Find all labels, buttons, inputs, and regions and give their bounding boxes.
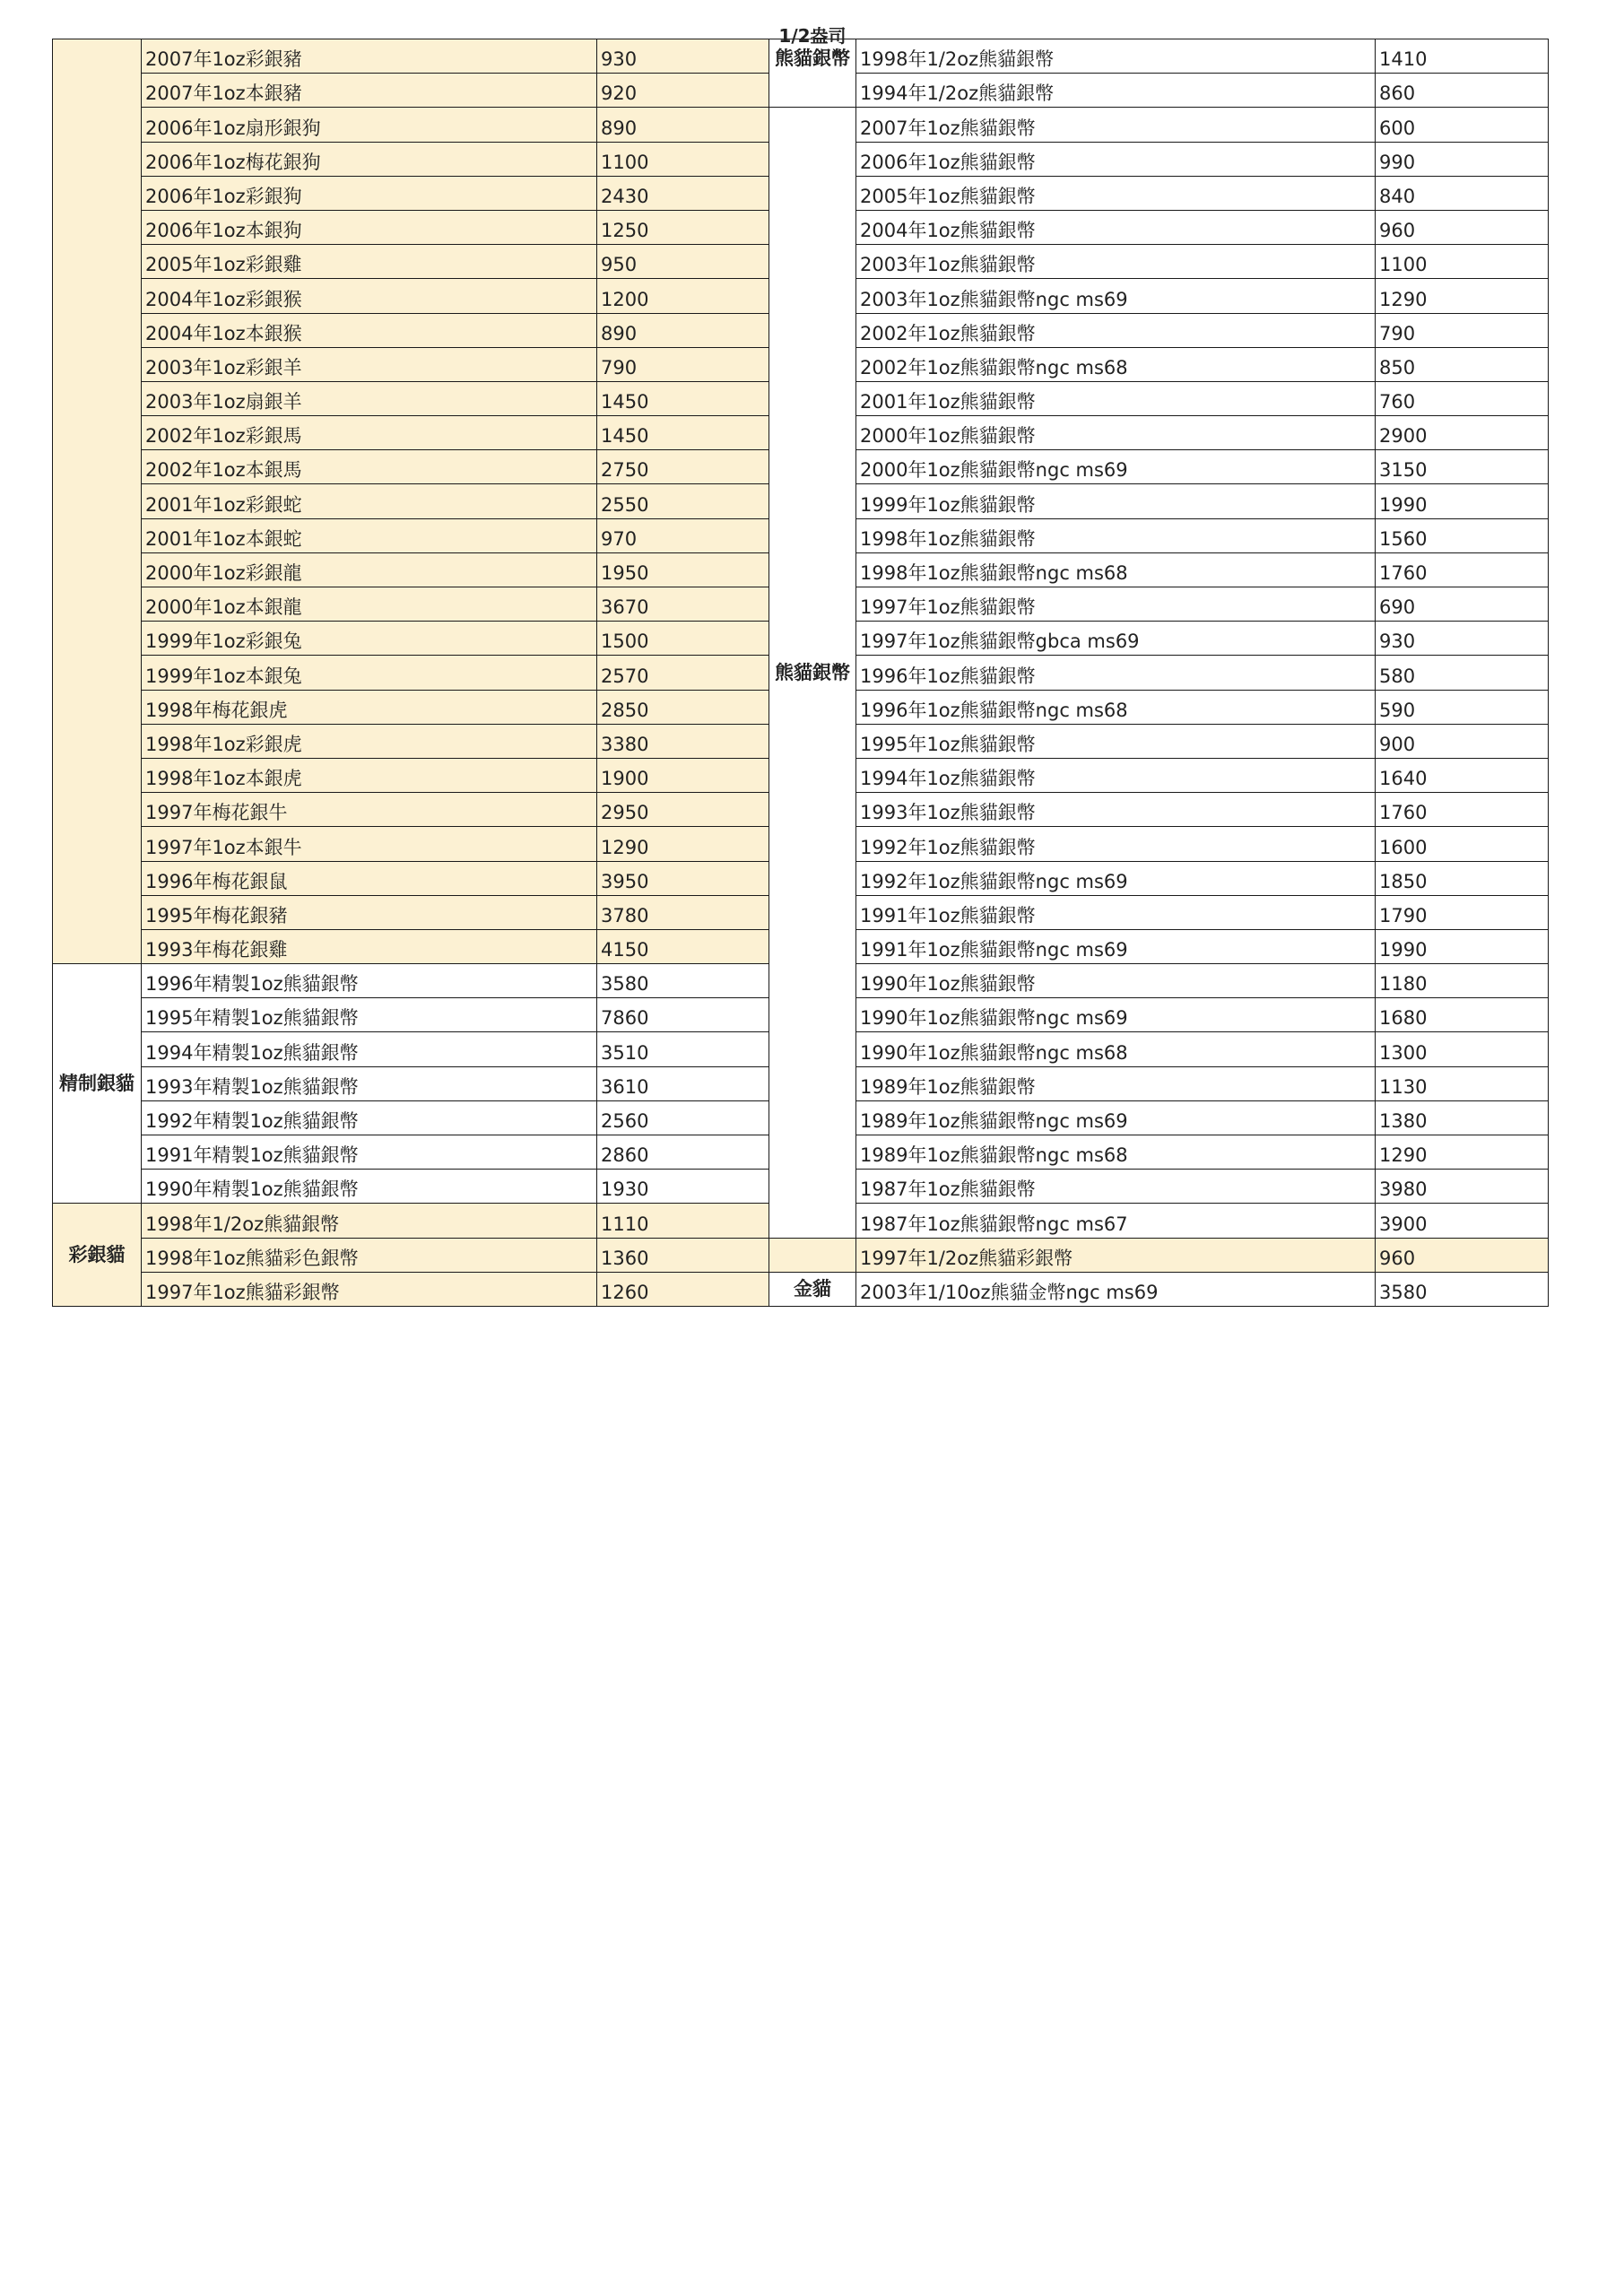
table-row: [769, 552, 1549, 587]
table-row: [769, 690, 1549, 724]
item-name-cell: 1997年1oz本銀牛: [142, 827, 597, 861]
table-row: [769, 1032, 1549, 1066]
item-name-cell: 2000年1oz熊貓銀幣ngc ms69: [856, 450, 1376, 484]
item-price-cell: 930: [597, 39, 769, 74]
table-row: [769, 1204, 1549, 1238]
item-name-cell: 2003年1oz熊貓銀幣ngc ms69: [856, 279, 1376, 313]
item-price-cell: 3780: [597, 895, 769, 929]
item-price-cell: 1410: [1376, 39, 1549, 74]
item-name-cell: 2004年1oz本銀猴: [142, 313, 597, 347]
item-price-cell: 1200: [597, 279, 769, 313]
category-cell: 熊貓銀幣: [769, 108, 856, 1238]
item-name-cell: 1998年梅花銀虎: [142, 690, 597, 724]
table-row: [769, 793, 1549, 827]
table-row: [769, 416, 1549, 450]
category-cell: [769, 25, 856, 108]
item-name-cell: 2000年1oz彩銀龍: [142, 552, 597, 587]
table-row: [53, 827, 769, 861]
item-price-cell: 1290: [597, 827, 769, 861]
item-price-cell: 1100: [1376, 245, 1549, 279]
item-name-cell: 1991年精製1oz熊貓銀幣: [142, 1135, 597, 1170]
item-price-cell: 1760: [1376, 552, 1549, 587]
item-name-cell: 2002年1oz熊貓銀幣ngc ms68: [856, 347, 1376, 381]
item-price-cell: 3580: [597, 964, 769, 998]
item-price-cell: 1100: [597, 142, 769, 176]
item-price-cell: 3900: [1376, 1204, 1549, 1238]
item-name-cell: 1998年1oz熊貓銀幣ngc ms68: [856, 552, 1376, 587]
table-row: [53, 793, 769, 827]
item-name-cell: 1997年梅花銀牛: [142, 793, 597, 827]
table-row: [53, 279, 769, 313]
item-name-cell: 2004年1oz彩銀猴: [142, 279, 597, 313]
table-row: [769, 1100, 1549, 1135]
table-row: [53, 656, 769, 690]
left-price-table: [52, 39, 769, 1307]
item-name-cell: 1998年1oz彩銀虎: [142, 724, 597, 758]
item-price-cell: 790: [597, 347, 769, 381]
table-row: [53, 416, 769, 450]
item-name-cell: 2003年1oz彩銀羊: [142, 347, 597, 381]
item-price-cell: 1950: [597, 552, 769, 587]
item-name-cell: 1998年1oz本銀虎: [142, 758, 597, 792]
item-price-cell: 1300: [1376, 1032, 1549, 1066]
item-name-cell: 2006年1oz梅花銀狗: [142, 142, 597, 176]
table-row: [769, 108, 1549, 142]
table-row: [769, 929, 1549, 963]
table-row: [769, 895, 1549, 929]
table-row: [769, 622, 1549, 656]
table-row: [53, 1135, 769, 1170]
table-row: [769, 245, 1549, 279]
item-price-cell: 890: [597, 108, 769, 142]
item-price-cell: 1990: [1376, 484, 1549, 518]
item-name-cell: 1992年1oz熊貓銀幣ngc ms69: [856, 861, 1376, 895]
item-price-cell: 1290: [1376, 279, 1549, 313]
item-name-cell: 2006年1oz本銀狗: [142, 210, 597, 244]
item-name-cell: 1997年1/2oz熊貓彩銀幣: [856, 1238, 1376, 1272]
item-name-cell: 1990年1oz熊貓銀幣: [856, 964, 1376, 998]
item-price-cell: 3150: [1376, 450, 1549, 484]
table-row: [53, 39, 769, 74]
item-name-cell: 1993年梅花銀雞: [142, 929, 597, 963]
item-price-cell: 930: [1376, 622, 1549, 656]
item-name-cell: 1996年1oz熊貓銀幣ngc ms68: [856, 690, 1376, 724]
item-name-cell: 1994年精製1oz熊貓銀幣: [142, 1032, 597, 1066]
item-name-cell: 1995年梅花銀豬: [142, 895, 597, 929]
table-row: [53, 1204, 769, 1238]
item-price-cell: 1900: [597, 758, 769, 792]
item-price-cell: 1290: [1376, 1135, 1549, 1170]
item-name-cell: 2002年1oz彩銀馬: [142, 416, 597, 450]
item-name-cell: 1991年1oz熊貓銀幣: [856, 895, 1376, 929]
item-price-cell: 1790: [1376, 895, 1549, 929]
table-row: [769, 381, 1549, 415]
item-price-cell: 790: [1376, 313, 1549, 347]
table-row: [769, 1170, 1549, 1204]
item-price-cell: 890: [597, 313, 769, 347]
table-row: [53, 758, 769, 792]
item-price-cell: 1850: [1376, 861, 1549, 895]
item-price-cell: 920: [597, 74, 769, 108]
item-name-cell: 2007年1oz本銀豬: [142, 74, 597, 108]
item-name-cell: 1999年1oz本銀兔: [142, 656, 597, 690]
item-price-cell: 3610: [597, 1066, 769, 1100]
item-name-cell: 1999年1oz熊貓銀幣: [856, 484, 1376, 518]
table-row: [53, 622, 769, 656]
category-cell: [769, 1238, 856, 1272]
item-name-cell: 1992年精製1oz熊貓銀幣: [142, 1100, 597, 1135]
item-price-cell: 1600: [1376, 827, 1549, 861]
table-row: [53, 690, 769, 724]
category-label-line1: 1/2盎司: [778, 25, 847, 47]
table-row: [769, 74, 1549, 108]
item-price-cell: 2950: [597, 793, 769, 827]
item-name-cell: 1989年1oz熊貓銀幣: [856, 1066, 1376, 1100]
item-name-cell: 1996年1oz熊貓銀幣: [856, 656, 1376, 690]
table-row: [769, 313, 1549, 347]
item-price-cell: 1500: [597, 622, 769, 656]
item-name-cell: 1991年1oz熊貓銀幣ngc ms69: [856, 929, 1376, 963]
item-name-cell: 1990年1oz熊貓銀幣ngc ms69: [856, 998, 1376, 1032]
table-row: [53, 724, 769, 758]
table-row: [769, 964, 1549, 998]
item-price-cell: 580: [1376, 656, 1549, 690]
item-name-cell: 2006年1oz彩銀狗: [142, 176, 597, 210]
item-price-cell: 3510: [597, 1032, 769, 1066]
item-name-cell: 2003年1oz扇銀羊: [142, 381, 597, 415]
item-name-cell: 2001年1oz本銀蛇: [142, 518, 597, 552]
item-price-cell: 1680: [1376, 998, 1549, 1032]
item-price-cell: 1640: [1376, 758, 1549, 792]
item-price-cell: 3980: [1376, 1170, 1549, 1204]
table-row: [53, 587, 769, 622]
item-price-cell: 600: [1376, 108, 1549, 142]
table-row: [53, 964, 769, 998]
table-row: [769, 861, 1549, 895]
item-price-cell: 840: [1376, 176, 1549, 210]
table-row: [769, 656, 1549, 690]
item-price-cell: 2560: [597, 1100, 769, 1135]
table-row: [53, 210, 769, 244]
item-name-cell: 1998年1/2oz熊貓銀幣: [142, 1204, 597, 1238]
item-price-cell: 850: [1376, 347, 1549, 381]
table-row: [769, 1272, 1549, 1306]
item-name-cell: 2003年1/10oz熊貓金幣ngc ms69: [856, 1272, 1376, 1306]
table-row: [53, 176, 769, 210]
table-row: [53, 1238, 769, 1272]
table-row: [53, 552, 769, 587]
item-price-cell: 2550: [597, 484, 769, 518]
item-price-cell: 590: [1376, 690, 1549, 724]
table-row: [53, 313, 769, 347]
right-price-table: [769, 25, 1549, 1307]
item-name-cell: 1996年精製1oz熊貓銀幣: [142, 964, 597, 998]
item-name-cell: 1989年1oz熊貓銀幣ngc ms68: [856, 1135, 1376, 1170]
item-price-cell: 1380: [1376, 1100, 1549, 1135]
item-price-cell: 2430: [597, 176, 769, 210]
item-price-cell: 960: [1376, 210, 1549, 244]
table-row: [769, 1238, 1549, 1272]
table-row: [53, 108, 769, 142]
item-name-cell: 2003年1oz熊貓銀幣: [856, 245, 1376, 279]
item-price-cell: 960: [1376, 1238, 1549, 1272]
item-price-cell: 1450: [597, 381, 769, 415]
item-name-cell: 2006年1oz扇形銀狗: [142, 108, 597, 142]
item-name-cell: 2006年1oz熊貓銀幣: [856, 142, 1376, 176]
table-row: [53, 1170, 769, 1204]
table-row: [769, 142, 1549, 176]
item-name-cell: 2000年1oz熊貓銀幣: [856, 416, 1376, 450]
item-price-cell: 1250: [597, 210, 769, 244]
item-name-cell: 1994年1/2oz熊貓銀幣: [856, 74, 1376, 108]
item-name-cell: 1997年1oz熊貓銀幣: [856, 587, 1376, 622]
table-row: [53, 381, 769, 415]
item-price-cell: 2900: [1376, 416, 1549, 450]
item-price-cell: 760: [1376, 381, 1549, 415]
table-row: [769, 827, 1549, 861]
item-name-cell: 2007年1oz彩銀豬: [142, 39, 597, 74]
item-price-cell: 2570: [597, 656, 769, 690]
item-name-cell: 1997年1oz熊貓銀幣gbca ms69: [856, 622, 1376, 656]
table-row: [53, 245, 769, 279]
item-name-cell: 2004年1oz熊貓銀幣: [856, 210, 1376, 244]
item-price-cell: 1560: [1376, 518, 1549, 552]
item-price-cell: 1180: [1376, 964, 1549, 998]
item-price-cell: 900: [1376, 724, 1549, 758]
table-row: [769, 1066, 1549, 1100]
table-row: [769, 39, 1549, 74]
table-row: [53, 1100, 769, 1135]
table-row: [769, 279, 1549, 313]
item-name-cell: 2001年1oz熊貓銀幣: [856, 381, 1376, 415]
item-name-cell: 2002年1oz熊貓銀幣: [856, 313, 1376, 347]
item-price-cell: 3950: [597, 861, 769, 895]
table-row: [769, 758, 1549, 792]
table-row: [769, 998, 1549, 1032]
item-name-cell: 2007年1oz熊貓銀幣: [856, 108, 1376, 142]
item-price-cell: 1990: [1376, 929, 1549, 963]
item-price-cell: 3380: [597, 724, 769, 758]
item-name-cell: 1999年1oz彩銀兔: [142, 622, 597, 656]
item-name-cell: 1997年1oz熊貓彩銀幣: [142, 1272, 597, 1306]
category-label-line2: 熊貓銀幣: [775, 48, 850, 69]
item-price-cell: 950: [597, 245, 769, 279]
item-name-cell: 2001年1oz彩銀蛇: [142, 484, 597, 518]
item-name-cell: 1993年精製1oz熊貓銀幣: [142, 1066, 597, 1100]
item-name-cell: 1994年1oz熊貓銀幣: [856, 758, 1376, 792]
item-price-cell: 2850: [597, 690, 769, 724]
table-row: [769, 450, 1549, 484]
table-row: [53, 998, 769, 1032]
item-price-cell: 2750: [597, 450, 769, 484]
table-row: [769, 484, 1549, 518]
table-row: [769, 210, 1549, 244]
item-price-cell: 970: [597, 518, 769, 552]
table-row: [53, 1032, 769, 1066]
item-name-cell: 2000年1oz本銀龍: [142, 587, 597, 622]
table-row: [53, 450, 769, 484]
category-cell: 金貓: [769, 1272, 856, 1306]
item-name-cell: 1987年1oz熊貓銀幣: [856, 1170, 1376, 1204]
table-row: [53, 1272, 769, 1306]
item-name-cell: 2005年1oz熊貓銀幣: [856, 176, 1376, 210]
item-price-cell: 1450: [597, 416, 769, 450]
table-row: [53, 929, 769, 963]
item-price-cell: 3580: [1376, 1272, 1549, 1306]
table-row: [53, 1066, 769, 1100]
table-row: [53, 484, 769, 518]
item-name-cell: 1990年精製1oz熊貓銀幣: [142, 1170, 597, 1204]
table-row: [53, 142, 769, 176]
item-name-cell: 1998年1/2oz熊貓銀幣: [856, 39, 1376, 74]
item-price-cell: 1110: [597, 1204, 769, 1238]
category-cell: [53, 39, 142, 964]
item-price-cell: 1760: [1376, 793, 1549, 827]
table-row: [769, 347, 1549, 381]
item-price-cell: 1930: [597, 1170, 769, 1204]
item-name-cell: 1998年1oz熊貓銀幣: [856, 518, 1376, 552]
table-row: [53, 861, 769, 895]
item-price-cell: 2860: [597, 1135, 769, 1170]
table-row: [53, 895, 769, 929]
table-row: [769, 587, 1549, 622]
item-name-cell: 1996年梅花銀鼠: [142, 861, 597, 895]
item-name-cell: 1995年1oz熊貓銀幣: [856, 724, 1376, 758]
table-row: [769, 518, 1549, 552]
table-row: [769, 176, 1549, 210]
item-name-cell: 1992年1oz熊貓銀幣: [856, 827, 1376, 861]
item-name-cell: 2002年1oz本銀馬: [142, 450, 597, 484]
item-name-cell: 1993年1oz熊貓銀幣: [856, 793, 1376, 827]
item-price-cell: 1130: [1376, 1066, 1549, 1100]
item-name-cell: 1998年1oz熊貓彩色銀幣: [142, 1238, 597, 1272]
item-price-cell: 990: [1376, 142, 1549, 176]
category-cell: 彩銀貓: [53, 1204, 142, 1307]
item-name-cell: 1995年精製1oz熊貓銀幣: [142, 998, 597, 1032]
table-row: [769, 1135, 1549, 1170]
table-row: [769, 724, 1549, 758]
item-name-cell: 2005年1oz彩銀雞: [142, 245, 597, 279]
item-price-cell: 4150: [597, 929, 769, 963]
item-price-cell: 1260: [597, 1272, 769, 1306]
item-name-cell: 1990年1oz熊貓銀幣ngc ms68: [856, 1032, 1376, 1066]
table-row: [53, 74, 769, 108]
item-name-cell: 1987年1oz熊貓銀幣ngc ms67: [856, 1204, 1376, 1238]
item-price-cell: 3670: [597, 587, 769, 622]
item-price-cell: 1360: [597, 1238, 769, 1272]
table-row: [53, 347, 769, 381]
item-name-cell: 1989年1oz熊貓銀幣ngc ms69: [856, 1100, 1376, 1135]
item-price-cell: 690: [1376, 587, 1549, 622]
category-cell: 精制銀貓: [53, 964, 142, 1204]
table-row: [53, 518, 769, 552]
item-price-cell: 7860: [597, 998, 769, 1032]
item-price-cell: 860: [1376, 74, 1549, 108]
